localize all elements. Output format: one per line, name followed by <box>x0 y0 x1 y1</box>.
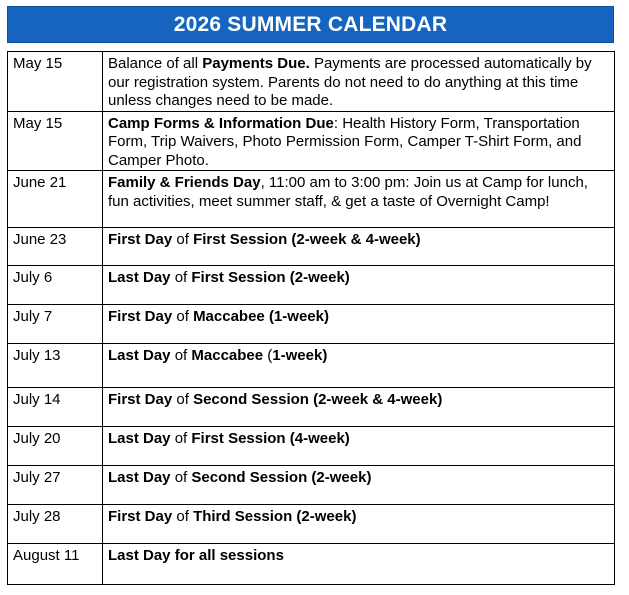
event-text-bold: Second Session (2-week) <box>191 469 372 486</box>
event-text-bold: First Day <box>108 391 173 408</box>
event-description <box>103 388 615 427</box>
event-text: : Health History Form, Transportation Form, Trip Waivers, Photo Permission Form, Camper T-Shirt Form, and Camper Photo. <box>108 114 582 169</box>
calendar-row <box>8 466 615 505</box>
event-text: of <box>170 469 192 486</box>
event-description <box>103 544 615 585</box>
calendar-title: 2026 SUMMER CALENDAR <box>173 12 448 36</box>
event-text-bold: First Day <box>108 308 173 325</box>
event-date: August 11 <box>8 544 103 585</box>
calendar-row <box>8 388 615 427</box>
calendar-row <box>8 111 615 171</box>
event-text: of <box>170 347 192 364</box>
event-date: May 15 <box>8 52 103 112</box>
event-text-bold: First Day <box>108 231 173 248</box>
event-description <box>103 305 615 344</box>
event-text-bold: Maccabee <box>191 347 264 364</box>
calendar-row <box>8 344 615 388</box>
calendar-table-body <box>8 52 615 585</box>
calendar-row <box>8 266 615 305</box>
event-text-bold: Last Day <box>108 430 171 447</box>
event-text: of <box>172 308 194 325</box>
event-text-bold: 1-week) <box>272 347 328 364</box>
calendar-table <box>7 51 615 585</box>
event-date: July 28 <box>8 505 103 544</box>
event-date: July 13 <box>8 344 103 388</box>
event-text-bold: First Session (2-week & 4-week) <box>193 231 421 248</box>
event-date: June 21 <box>8 171 103 228</box>
event-text: Payments are processed automatically by our registration system. Parents do not need to do anything at this time unless changes need to be made. <box>108 55 592 109</box>
event-text-bold: Maccabee (1-week) <box>193 308 329 325</box>
event-text: of <box>172 231 194 248</box>
calendar-row <box>8 228 615 266</box>
calendar-row <box>8 544 615 585</box>
event-text-bold: Family & Friends Day <box>108 174 261 191</box>
event-text-bold: First Session (2-week) <box>191 269 350 286</box>
event-date: July 7 <box>8 305 103 344</box>
event-text: of <box>170 430 192 447</box>
event-text: ( <box>263 347 273 364</box>
event-text-bold: First Session (4-week) <box>191 430 350 447</box>
event-description <box>103 466 615 505</box>
calendar-row <box>8 305 615 344</box>
event-text: , 11:00 am to 3:00 pm: Join us at Camp for lunch, fun activities, meet summer staff, & get a taste of Overnight Camp! <box>108 174 588 210</box>
event-text-bold: Last Day for all sessions <box>108 547 284 564</box>
calendar-row <box>8 52 615 112</box>
event-text-bold: Payments Due. <box>202 55 310 72</box>
event-text: of <box>172 508 194 525</box>
event-description <box>103 171 615 228</box>
event-date: July 6 <box>8 266 103 305</box>
calendar-title-bar <box>7 6 614 43</box>
event-date: July 27 <box>8 466 103 505</box>
event-text-bold: Second Session (2-week & 4-week) <box>193 391 443 408</box>
event-text: Balance of all <box>108 55 203 72</box>
calendar-row <box>8 427 615 466</box>
calendar-row <box>8 505 615 544</box>
event-text: of <box>172 391 194 408</box>
event-text-bold: First Day <box>108 508 173 525</box>
event-description <box>103 111 615 171</box>
event-text: of <box>170 269 192 286</box>
event-description <box>103 344 615 388</box>
event-text-bold: Last Day <box>108 469 171 486</box>
event-date: July 20 <box>8 427 103 466</box>
event-text-bold: Last Day <box>108 347 171 364</box>
calendar-row <box>8 171 615 228</box>
event-text-bold: Last Day <box>108 269 171 286</box>
event-description <box>103 266 615 305</box>
event-description <box>103 228 615 266</box>
event-text-bold: Third Session (2-week) <box>193 508 357 525</box>
event-date: June 23 <box>8 228 103 266</box>
event-date: July 14 <box>8 388 103 427</box>
event-description <box>103 505 615 544</box>
event-description <box>103 427 615 466</box>
event-description <box>103 52 615 112</box>
event-text-bold: Camp Forms & Information Due <box>108 114 334 132</box>
event-date: May 15 <box>8 111 103 171</box>
